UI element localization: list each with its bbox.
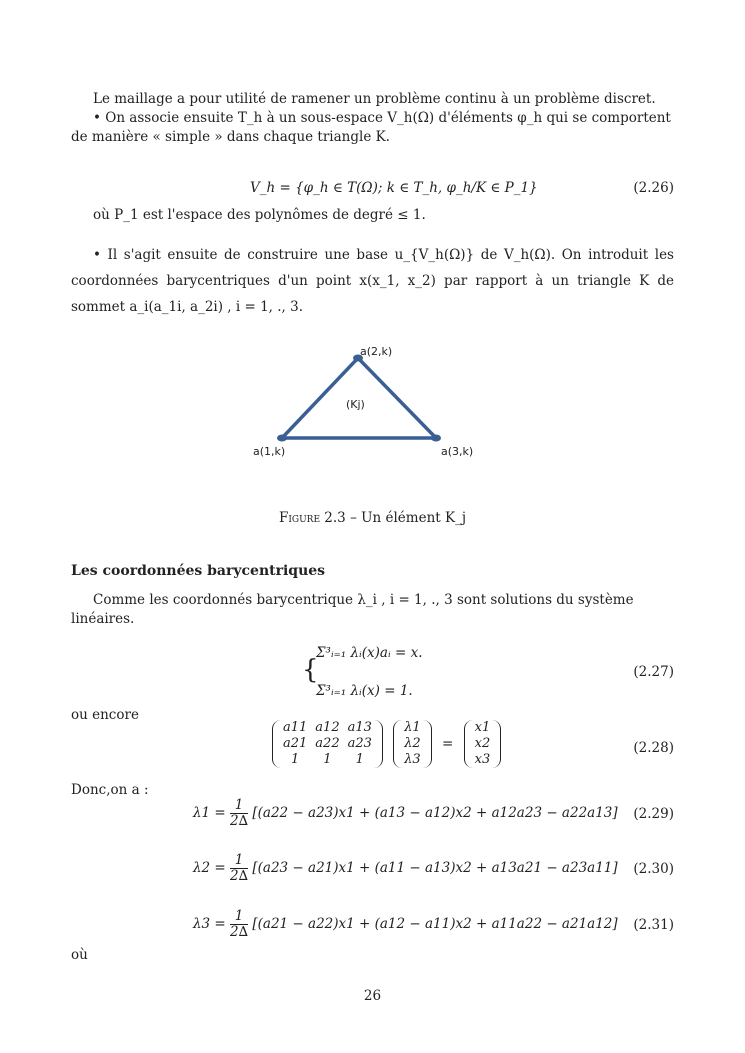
equation-2-26 xyxy=(250,180,538,196)
vertex-top-label: a(2,k) xyxy=(360,345,393,358)
equation-2-30-rhs: [(a23 − a21)x1 + (a11 − a13)x2 + a13a21 − a23a11] xyxy=(252,860,618,876)
ou-final-text: où xyxy=(71,947,88,963)
lambda-cell: λ3 xyxy=(404,752,421,767)
vertex-right-dot xyxy=(431,435,441,442)
equation-2-28 xyxy=(272,720,501,768)
fraction-denominator: 2∆ xyxy=(230,924,249,940)
matrix-cell: a22 xyxy=(315,736,340,751)
lambda-cell: λ1 xyxy=(404,720,421,735)
paragraph-4-text: • Il s'agit ensuite de construire une base u_{V_h(Ω)} de V_h(Ω). On introduit les coordonnées barycentriques d'un point x(x_1, x_2) par rapport à un triangle K de sommet a_i(a_1i, a_2i) , i = 1, ., 3. xyxy=(71,247,674,315)
fraction xyxy=(230,909,248,940)
x-cell: x1 xyxy=(474,720,491,735)
equation-2-27-line2: Σ³ᵢ₌₁ λᵢ(x) = 1. xyxy=(316,683,413,699)
equation-2-31-number: (2.31) xyxy=(633,917,674,933)
fraction xyxy=(230,853,248,884)
matrix-cell: a21 xyxy=(283,736,308,751)
matrix-cell: a23 xyxy=(347,736,372,751)
paragraph-4 xyxy=(71,242,674,320)
equation-2-31-lhs: λ3 = xyxy=(193,916,226,932)
fraction xyxy=(230,798,248,829)
equation-2-29-rhs: [(a22 − a23)x1 + (a13 − a12)x2 + a12a23 − a22a13] xyxy=(252,805,618,821)
paragraph-intro xyxy=(71,90,674,109)
paragraph-5-text: Comme les coordonnés barycentrique λ_i , i = 1, ., 3 sont solutions du système linéaires. xyxy=(71,592,634,627)
donc-text: Donc,on a : xyxy=(71,782,149,798)
matrix-cell: 1 xyxy=(291,752,300,767)
lambda-cell: λ2 xyxy=(404,736,421,751)
equation-2-27-line1: Σ³ᵢ₌₁ λᵢ(x)aᵢ = x. xyxy=(316,645,423,661)
matrix-cell: a13 xyxy=(347,720,372,735)
equation-2-28-number: (2.28) xyxy=(633,740,674,756)
triangle-center-label: (Kj) xyxy=(346,398,365,411)
paragraph-2 xyxy=(71,109,674,147)
paragraph-1-text: Le maillage a pour utilité de ramener un problème continu à un problème discret. xyxy=(93,91,656,107)
fraction-numerator: 1 xyxy=(230,853,248,869)
figure-caption xyxy=(0,510,745,526)
equation-2-31 xyxy=(193,909,618,940)
equation-2-27-number: (2.27) xyxy=(633,664,674,680)
equation-2-30 xyxy=(193,853,618,884)
x-cell: x2 xyxy=(474,736,491,751)
paragraph-2-text: • On associe ensuite T_h à un sous-espace V_h(Ω) d'éléments φ_h qui se comportent de manière « simple » dans chaque triangle K. xyxy=(71,110,671,145)
equation-2-30-number: (2.30) xyxy=(633,861,674,877)
equation-2-29 xyxy=(193,798,618,829)
fraction-numerator: 1 xyxy=(230,909,248,925)
page-number: 26 xyxy=(363,988,382,1004)
x-vector xyxy=(464,720,502,768)
vertex-left-label: a(1,k) xyxy=(253,445,286,458)
fraction-numerator: 1 xyxy=(230,798,248,814)
ou-encore-text: ou encore xyxy=(71,707,139,723)
figure-caption-prefix: Figure 2.3 xyxy=(278,510,346,526)
equals-sign: = xyxy=(442,736,454,752)
figure-triangle xyxy=(240,335,500,470)
matrix-cell: 1 xyxy=(355,752,364,767)
vertex-right-label: a(3,k) xyxy=(441,445,474,458)
fraction-denominator: 2∆ xyxy=(230,813,249,829)
figure-caption-text: – Un élément K_j xyxy=(350,510,467,526)
matrix-cell: a11 xyxy=(283,720,308,735)
paragraph-3-text: où P_1 est l'espace des polynômes de degré ≤ 1. xyxy=(93,207,426,223)
coefficient-matrix xyxy=(272,720,383,768)
matrix-cell: a12 xyxy=(315,720,340,735)
equation-2-29-number: (2.29) xyxy=(633,806,674,822)
section-title: Les coordonnées barycentriques xyxy=(71,563,326,579)
x-cell: x3 xyxy=(474,752,491,767)
vertex-left-dot xyxy=(277,435,287,442)
equation-2-29-lhs: λ1 = xyxy=(193,805,226,821)
equation-2-26-number: (2.26) xyxy=(633,180,674,196)
paragraph-3 xyxy=(71,206,674,225)
lambda-vector xyxy=(393,720,432,768)
fraction-denominator: 2∆ xyxy=(230,868,249,884)
equation-2-26-expr: V_h = {φ_h ∈ T(Ω); k ∈ T_h, φ_h/K ∈ P_1} xyxy=(250,180,538,196)
paragraph-5 xyxy=(71,591,674,629)
matrix-cell: 1 xyxy=(323,752,332,767)
system-brace: { xyxy=(302,655,319,685)
equation-2-31-rhs: [(a21 − a22)x1 + (a12 − a11)x2 + a11a22 − a21a12] xyxy=(252,916,618,932)
equation-2-30-lhs: λ2 = xyxy=(193,860,226,876)
